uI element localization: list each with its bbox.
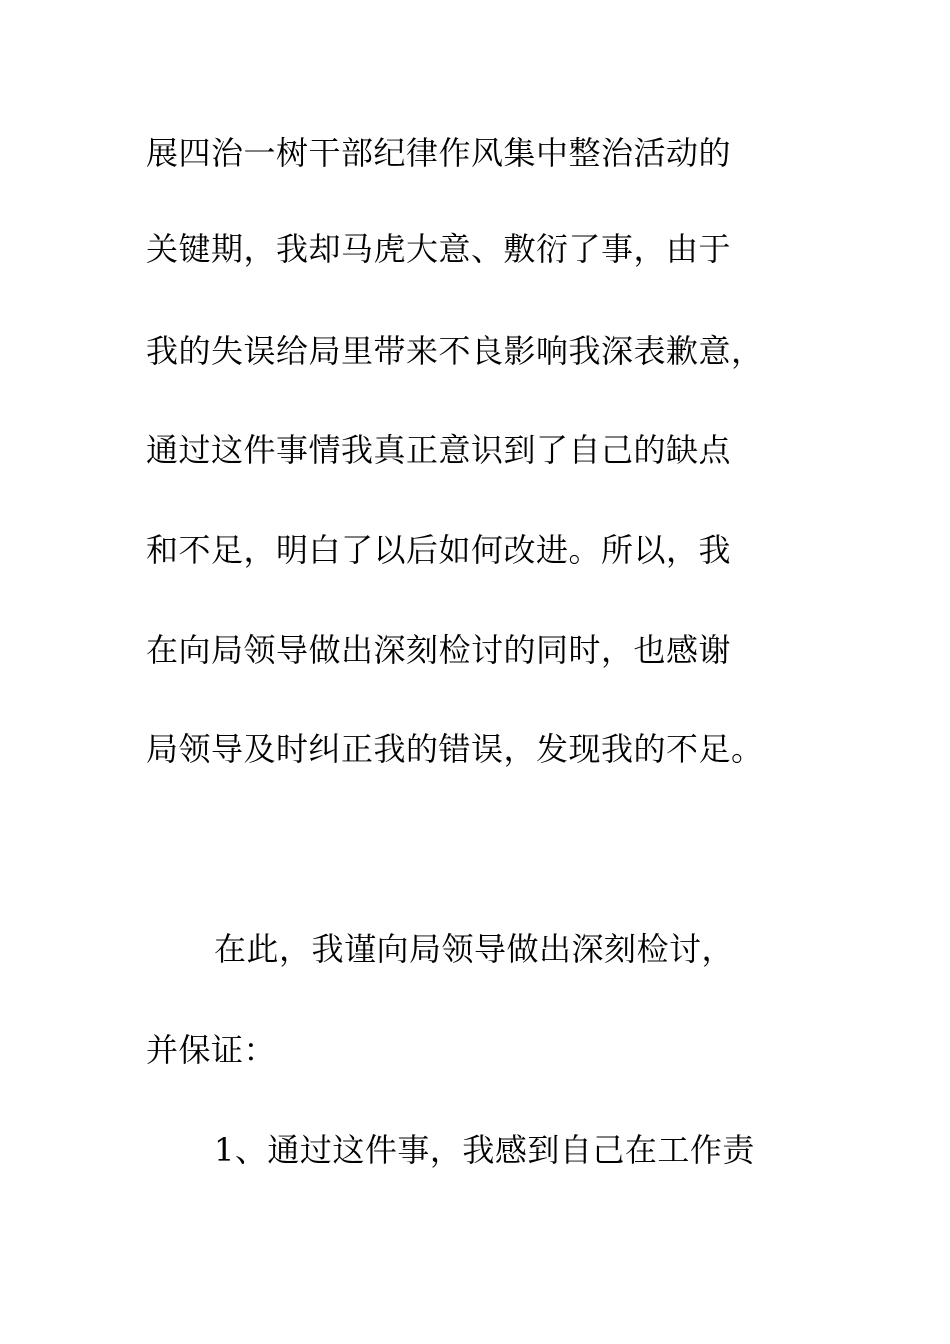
text-line: 在此，我谨向局领导做出深刻检讨， xyxy=(214,930,735,968)
text-line: 并保证： xyxy=(146,1031,277,1069)
text-line: 1、通过这件事，我感到自己在工作责 xyxy=(214,1131,755,1169)
text-line: 展四治一树干部纪律作风集中整治活动的 xyxy=(146,134,732,172)
text-line: 局领导及时纠正我的错误，发现我的不足。 xyxy=(146,730,764,768)
text-line: 通过这件事情我真正意识到了自己的缺点 xyxy=(146,431,732,469)
text-line: 在向局领导做出深刻检讨的同时，也感谢 xyxy=(146,631,732,669)
text-line: 我的失误给局里带来不良影响我深表歉意， xyxy=(146,332,764,370)
text-line: 和不足，明白了以后如何改进。所以，我 xyxy=(146,531,732,569)
text-line: 关键期，我却马虎大意、敷衍了事，由于 xyxy=(146,230,732,268)
